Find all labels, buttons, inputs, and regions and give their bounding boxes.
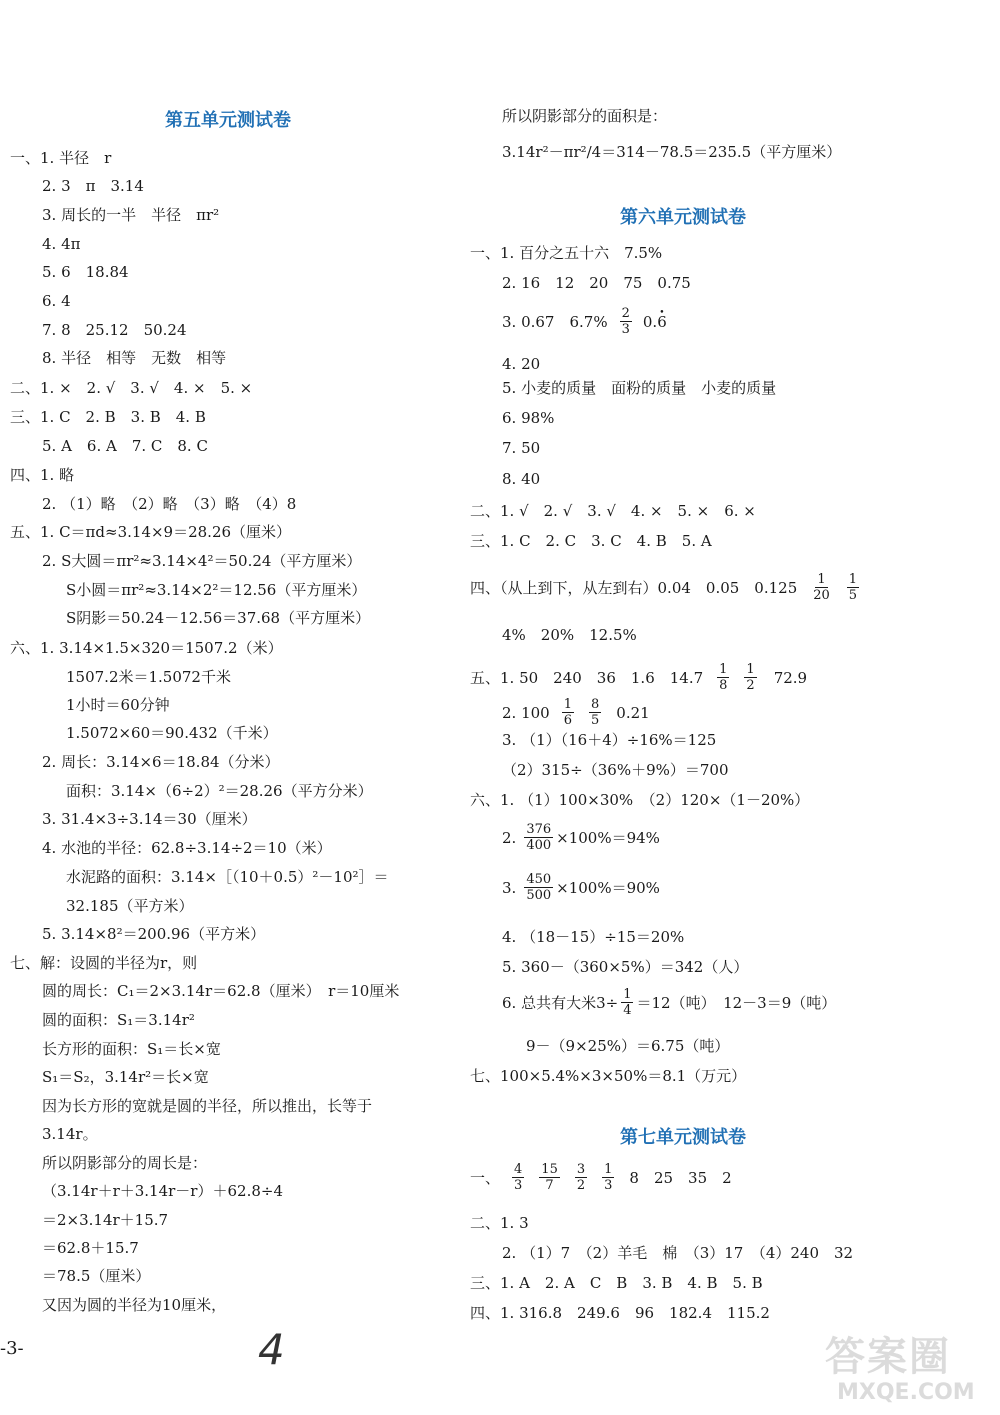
fraction — [602, 1162, 614, 1193]
u6-line — [502, 697, 650, 728]
u5-line: 1小时＝60分钟 — [66, 696, 170, 714]
u6-line: 七、100×5.4%×3×50%＝8.1（万元） — [470, 1067, 747, 1085]
frac-num: 376 — [526, 822, 552, 837]
frac-den: 7 — [545, 1178, 554, 1193]
u6-text: 四、（从上到下，从左到右）0.04 0.05 0.125 — [470, 578, 798, 597]
u5-line: 8. 半径 相等 无数 相等 — [42, 349, 227, 367]
u5-line: 六、1. 3.14×1.5×320＝1507.2（米） — [10, 639, 283, 657]
u6-line — [502, 872, 660, 903]
u5-line: 七、解：设圆的半径为r，则 — [10, 954, 198, 972]
u6-line: 4. （18－15）÷15＝20% — [502, 928, 685, 946]
fraction — [744, 662, 756, 693]
u7-line — [470, 1162, 732, 1193]
u6-text: ×100%＝90% — [556, 878, 660, 897]
u6-line: 5. 360－（360×5%）＝342（人） — [502, 958, 749, 976]
shadow-area-formula: 3.14r²－πr²/4＝314－78.5＝235.5（平方厘米） — [502, 143, 842, 161]
u6-text: 2. — [502, 828, 517, 847]
u5-line: 水泥路的面积：3.14×［（10＋0.5）²－10²］＝ — [66, 868, 389, 886]
u7-line: 三、1. A 2. A C B 3. B 4. B 5. B — [470, 1274, 763, 1292]
u5-line: 3.14r。 — [42, 1125, 98, 1143]
frac-den: 6 — [563, 713, 572, 728]
u6-text: ×100%＝94% — [556, 828, 660, 847]
frac-num: 1 — [848, 572, 858, 587]
watermark-url: MXQE.COM — [837, 1380, 975, 1405]
u5-line: S₁＝S₂，3.14r²＝长×宽 — [42, 1068, 209, 1086]
u5-line: ＝78.5（厘米） — [42, 1267, 151, 1285]
u6-line — [502, 306, 667, 337]
u6-text: 2. 100 — [502, 703, 550, 722]
frac-den: 2 — [746, 678, 755, 693]
u5-line: S阴影＝50.24－12.56＝37.68（平方厘米） — [66, 609, 371, 627]
u6-line: 9－（9×25%）＝6.75（吨） — [526, 1037, 730, 1055]
fraction — [811, 572, 832, 603]
u6-line — [470, 662, 807, 693]
u6-line: （2）315÷（36%＋9%）＝700 — [502, 761, 729, 779]
u7-text: 8 25 35 2 — [629, 1168, 732, 1187]
fraction — [847, 572, 859, 603]
u7-text: 一、 — [470, 1168, 501, 1187]
u5-line: 7. 8 25.12 50.24 — [42, 321, 187, 339]
u5-line: 所以阴影部分的周长是： — [42, 1154, 208, 1172]
repeating-digit: • 6 — [657, 312, 667, 332]
u6-line: 2. 16 12 20 75 0.75 — [502, 274, 691, 292]
watermark-logo — [825, 1325, 995, 1410]
u7-line: 二、1. 3 — [470, 1214, 529, 1232]
handwritten-mark: 4 — [258, 1325, 285, 1374]
u5-line: 4. 水池的半径：62.8÷3.14÷2＝10（米） — [42, 839, 332, 857]
frac-num: 8 — [591, 697, 600, 712]
frac-num: 1 — [719, 662, 728, 677]
u5-line: 四、1. 略 — [10, 466, 75, 484]
u6-line: 六、1. （1）100×30% （2）120×（1－20%） — [470, 791, 810, 809]
fraction — [539, 1162, 560, 1193]
u7-line: 四、1. 316.8 249.6 96 182.4 115.2 — [470, 1304, 770, 1322]
u5-line: 5. A 6. A 7. C 8. C — [42, 437, 208, 455]
fraction — [589, 697, 601, 728]
u5-line: S小圆＝πr²≈3.14×2²＝12.56（平方厘米） — [66, 581, 367, 599]
u5-line: 因为长方形的宽就是圆的半径，所以推出，长等于 — [42, 1097, 373, 1115]
u6-line — [470, 572, 862, 603]
fraction — [524, 872, 553, 903]
frac-den: 5 — [591, 713, 600, 728]
unit5-title: 第五单元测试卷 — [165, 110, 291, 131]
u6-line: 二、1. √ 2. √ 3. √ 4. × 5. × 6. × — [470, 502, 756, 520]
frac-den: 400 — [526, 838, 552, 853]
frac-num: 1 — [623, 987, 632, 1002]
u5-line: ＝2×3.14r＋15.7 — [42, 1211, 169, 1229]
watermark-text: 答案圈 — [825, 1334, 951, 1380]
u5-line: 2. 3 π 3.14 — [42, 177, 144, 195]
unit7-title: 第七单元测试卷 — [620, 1127, 746, 1148]
frac-den: 2 — [576, 1178, 586, 1193]
u5-line: 又因为圆的半径为10厘米， — [42, 1296, 227, 1314]
u5-line: （3.14r＋r＋3.14r－r）＋62.8÷4 — [42, 1182, 283, 1200]
u5-line: 3. 周长的一半 半径 πr² — [42, 206, 220, 224]
frac-den: 8 — [719, 678, 728, 693]
u5-line: 4. 4π — [42, 235, 81, 253]
fraction — [512, 1162, 524, 1193]
page-number: -3- — [0, 1338, 24, 1359]
frac-num: 450 — [526, 872, 552, 887]
u5-line: 三、1. C 2. B 3. B 4. B — [10, 408, 206, 426]
frac-den: 5 — [848, 588, 858, 603]
u5-line: 5. 3.14×8²＝200.96（平方米） — [42, 925, 266, 943]
frac-den: 20 — [813, 588, 830, 603]
fraction — [575, 1162, 587, 1193]
u5-line: 圆的面积：S₁＝3.14r² — [42, 1011, 195, 1029]
u5-line: 长方形的面积：S₁＝长×宽 — [42, 1040, 221, 1058]
u6-line: 8. 40 — [502, 470, 541, 488]
u6-text: 6. 总共有大米3÷ — [502, 993, 619, 1012]
frac-num: 1 — [563, 697, 572, 712]
u5-line: 2. S大圆＝πr²≈3.14×4²＝50.24（平方厘米） — [42, 552, 362, 570]
u6-text: 3. 0.67 6.7% — [502, 312, 608, 331]
u5-line: 6. 4 — [42, 292, 71, 310]
u6-line — [502, 987, 836, 1018]
shadow-area-label: 所以阴影部分的面积是： — [502, 107, 668, 125]
frac-num: 1 — [746, 662, 755, 677]
u6-text: 0. — [642, 312, 658, 331]
u5-line: 1507.2米＝1.5072千米 — [66, 668, 231, 686]
u6-line: 7. 50 — [502, 439, 541, 457]
frac-num: 3 — [576, 1162, 586, 1177]
u5-line: 3. 31.4×3÷3.14＝30（厘米） — [42, 810, 257, 828]
u5-line: ＝62.8＋15.7 — [42, 1239, 139, 1257]
u6-line: 4% 20% 12.5% — [502, 626, 637, 644]
unit6-title: 第六单元测试卷 — [620, 207, 746, 228]
frac-den: 500 — [526, 888, 552, 903]
u6-line: 4. 20 — [502, 355, 541, 373]
u5-line: 2. （1）略 （2）略 （3）略 （4）8 — [42, 495, 297, 513]
u6-line: 一、1. 百分之五十六 7.5% — [470, 244, 663, 262]
frac-den: 4 — [623, 1003, 632, 1018]
u7-line: 2. （1）7 （2）羊毛 棉 （3）17 （4）240 32 — [502, 1244, 854, 1262]
u5-line: 五、1. C＝πd≈3.14×9＝28.26（厘米） — [10, 523, 292, 541]
fraction — [620, 306, 632, 337]
u5-line: 1.5072×60＝90.432（千米） — [66, 724, 278, 742]
u5-line: 5. 6 18.84 — [42, 263, 129, 281]
u6-text: 72.9 — [773, 668, 808, 687]
frac-num: 2 — [621, 306, 630, 321]
u5-line: 2. 周长：3.14×6＝18.84（分米） — [42, 753, 280, 771]
u5-line: 二、1. × 2. √ 3. √ 4. × 5. × — [10, 379, 253, 397]
frac-num: 1 — [817, 572, 826, 587]
u6-text: 0.21 — [616, 703, 650, 722]
u6-line: 三、1. C 2. C 3. C 4. B 5. A — [470, 532, 712, 550]
u6-text: 3. — [502, 878, 517, 897]
u5-line: 圆的周长：C₁＝2×3.14r＝62.8（厘米） r＝10厘米 — [42, 982, 400, 1000]
frac-num: 1 — [604, 1162, 613, 1177]
frac-den: 3 — [621, 322, 630, 337]
u6-line — [502, 822, 660, 853]
u5-line: 面积：3.14×（6÷2）²＝28.26（平方分米） — [66, 782, 373, 800]
u6-text: ＝12（吨） 12－3＝9（吨） — [636, 993, 837, 1012]
frac-den: 3 — [514, 1178, 523, 1193]
u6-line: 3. （1）（16＋4）÷16%＝125 — [502, 731, 717, 749]
u5-line: 一、1. 半径 r — [10, 149, 112, 167]
fraction — [524, 822, 553, 853]
u6-line: 6. 98% — [502, 409, 555, 427]
frac-num: 15 — [541, 1162, 558, 1177]
fraction-list — [500, 1162, 617, 1193]
fraction — [562, 697, 574, 728]
u5-line: 32.185（平方米） — [66, 897, 194, 915]
fraction — [621, 987, 633, 1018]
frac-num: 4 — [514, 1162, 523, 1177]
fraction — [717, 662, 729, 693]
frac-den: 3 — [604, 1178, 613, 1193]
u6-text: 五、1. 50 240 36 1.6 14.7 — [470, 668, 704, 687]
u6-line: 5. 小麦的质量 面粉的质量 小麦的质量 — [502, 379, 777, 397]
